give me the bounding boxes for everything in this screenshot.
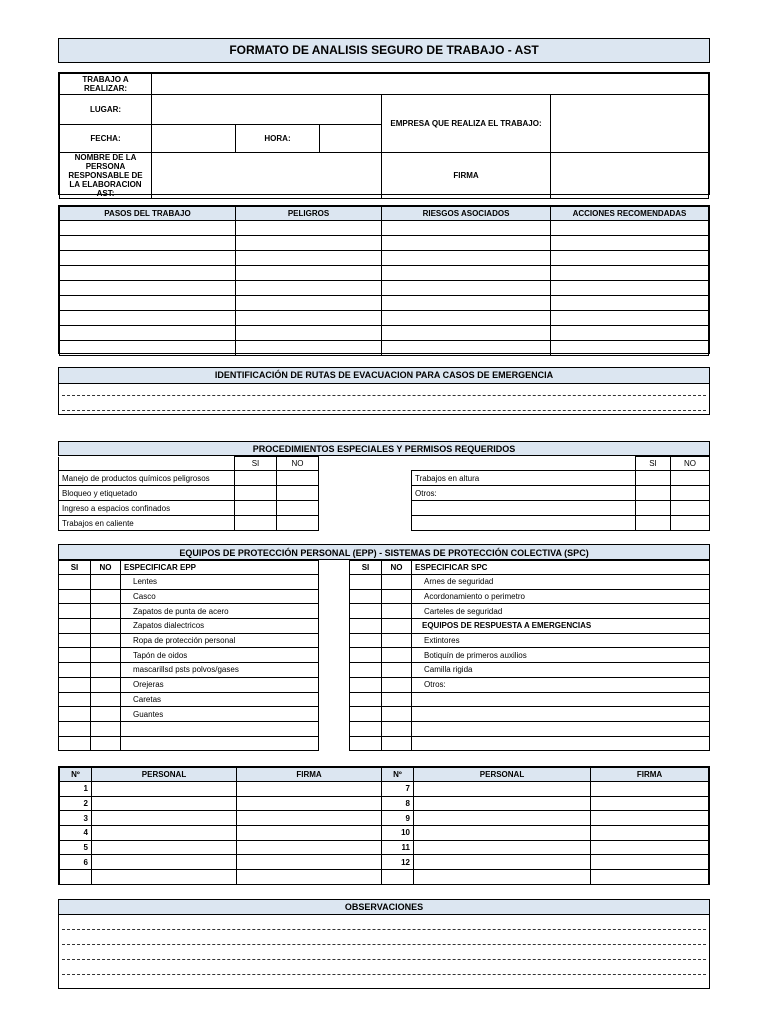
pasos-table [58, 205, 710, 354]
epp-row [59, 692, 319, 707]
fecha-label: FECHA: [60, 125, 152, 153]
procedimiento-si-box[interactable] [636, 516, 671, 531]
epp-no-box[interactable] [91, 736, 121, 751]
peligros-cell[interactable] [236, 281, 382, 296]
acciones-cell[interactable] [551, 311, 709, 326]
trabajo-label: TRABAJO A REALIZAR: [60, 74, 152, 95]
personal-firma-field[interactable] [237, 782, 382, 797]
procedimiento-label: Otros: [412, 486, 636, 501]
rutas-title: IDENTIFICACIÓN DE RUTAS DE EVACUACION PARA CASOS DE EMERGENCIA [59, 368, 709, 384]
epp-no-box[interactable] [91, 575, 121, 590]
personal-number [382, 870, 414, 885]
epp-row [59, 633, 319, 648]
epp-row [59, 736, 319, 751]
epp-no-box[interactable] [91, 619, 121, 634]
peligros-cell[interactable] [236, 221, 382, 236]
spc-si-box[interactable] [350, 663, 382, 678]
personal-firma-field[interactable] [237, 796, 382, 811]
personal-row [60, 782, 709, 797]
epp-si-header: SI [59, 561, 91, 575]
pasos-cell[interactable] [60, 296, 236, 311]
personal-firma-field[interactable] [237, 811, 382, 826]
firma-field[interactable] [551, 153, 709, 199]
personal-number: 9 [382, 811, 414, 826]
riesgos-cell[interactable] [382, 281, 551, 296]
peligros-header: PELIGROS [236, 207, 382, 221]
spc-row [350, 619, 710, 634]
personal-firma-header-right: FIRMA [591, 768, 709, 782]
equipos-title: EQUIPOS DE PROTECCIÓN PERSONAL (EPP) - SISTEMAS DE PROTECCIÓN COLECTIVA (SPC) [58, 544, 710, 560]
epp-row [59, 619, 319, 634]
procedimientos-block [58, 441, 710, 531]
personal-name-field[interactable] [92, 782, 237, 797]
spc-si-box[interactable] [350, 589, 382, 604]
pasos-cell[interactable] [60, 326, 236, 341]
info-block [58, 72, 710, 198]
epp-si-box[interactable] [59, 707, 91, 722]
spc-no-box[interactable] [382, 604, 412, 619]
procedimiento-label: Trabajos en altura [412, 471, 636, 486]
spc-row [350, 663, 710, 678]
spc-si-box[interactable] [350, 692, 382, 707]
epp-no-box[interactable] [91, 707, 121, 722]
pasos-cell[interactable] [60, 251, 236, 266]
personal-row [60, 840, 709, 855]
spc-si-box[interactable] [350, 736, 382, 751]
obs-line-3[interactable] [62, 959, 706, 960]
procedimiento-row [59, 501, 319, 516]
spc-item-label: Botiquín de primeros auxilios [412, 648, 710, 663]
spc-row [350, 604, 710, 619]
peligros-cell[interactable] [236, 251, 382, 266]
spc-item-label [412, 721, 710, 736]
observaciones-block [58, 899, 710, 989]
epp-item-label: Orejeras [121, 677, 319, 692]
peligros-cell[interactable] [236, 326, 382, 341]
table-row [60, 266, 709, 281]
procedimiento-label: Manejo de productos químicos peligrosos [59, 471, 235, 486]
spc-no-box[interactable] [382, 633, 412, 648]
procedimiento-label [412, 501, 636, 516]
riesgos-cell[interactable] [382, 326, 551, 341]
spc-si-box[interactable] [350, 721, 382, 736]
personal-firma-field[interactable] [237, 855, 382, 870]
peligros-cell[interactable] [236, 236, 382, 251]
firma-label: FIRMA [382, 153, 551, 199]
table-row [60, 236, 709, 251]
procedimiento-si-box[interactable] [636, 486, 671, 501]
spc-no-box[interactable] [382, 692, 412, 707]
obs-line-4[interactable] [62, 974, 706, 975]
rutas-block [58, 367, 710, 415]
procedimiento-row [59, 486, 319, 501]
epp-item-label: Zapatos de punta de acero [121, 604, 319, 619]
spc-item-label [412, 736, 710, 751]
epp-item-label: Tapón de oidos [121, 648, 319, 663]
acciones-header: ACCIONES RECOMENDADAS [551, 207, 709, 221]
personal-name-field[interactable] [92, 870, 237, 885]
empresa-label: EMPRESA QUE REALIZA EL TRABAJO: [382, 95, 551, 153]
spc-no-box[interactable] [382, 589, 412, 604]
spc-item-label: Otros: [412, 677, 710, 692]
spc-row [350, 707, 710, 722]
epp-no-box[interactable] [91, 663, 121, 678]
epp-no-box[interactable] [91, 677, 121, 692]
personal-firma-field[interactable] [591, 796, 709, 811]
peligros-cell[interactable] [236, 296, 382, 311]
epp-row [59, 663, 319, 678]
spc-spec-header: ESPECIFICAR SPC [412, 561, 710, 575]
personal-firma-field[interactable] [237, 826, 382, 841]
personal-number: 12 [382, 855, 414, 870]
procedimientos-title: PROCEDIMIENTOS ESPECIALES Y PERMISOS REQUERIDOS [58, 441, 710, 456]
spc-row [350, 721, 710, 736]
procedimiento-label: Bloqueo y etiquetado [59, 486, 235, 501]
personal-number: 3 [60, 811, 92, 826]
trabajo-field[interactable] [152, 74, 709, 95]
riesgos-cell[interactable] [382, 296, 551, 311]
peligros-cell[interactable] [236, 266, 382, 281]
personal-number [60, 870, 92, 885]
personal-number: 4 [60, 826, 92, 841]
lugar-label: LUGAR: [60, 95, 152, 125]
epp-row [59, 648, 319, 663]
epp-si-box[interactable] [59, 721, 91, 736]
spc-si-box[interactable] [350, 677, 382, 692]
personal-name-field[interactable] [414, 782, 591, 797]
epp-item-label: Caretas [121, 692, 319, 707]
spc-item-label: EQUIPOS DE RESPUESTA A EMERGENCIAS [412, 619, 710, 634]
personal-number: 11 [382, 840, 414, 855]
epp-si-box[interactable] [59, 604, 91, 619]
personal-name-field[interactable] [92, 840, 237, 855]
procedimiento-no-box[interactable] [671, 471, 710, 486]
personal-firma-field[interactable] [591, 782, 709, 797]
table-row [60, 311, 709, 326]
personal-firma-field[interactable] [237, 840, 382, 855]
spc-no-box[interactable] [382, 677, 412, 692]
empresa-field[interactable] [551, 95, 709, 153]
acciones-cell[interactable] [551, 341, 709, 356]
spc-row [350, 633, 710, 648]
riesgos-cell[interactable] [382, 341, 551, 356]
personal-name-field[interactable] [414, 796, 591, 811]
spc-no-box[interactable] [382, 707, 412, 722]
personal-row [60, 826, 709, 841]
table-row [60, 281, 709, 296]
spc-no-box[interactable] [382, 619, 412, 634]
rutas-line-1[interactable] [62, 395, 706, 396]
epp-row [59, 604, 319, 619]
personal-firma-field[interactable] [591, 870, 709, 885]
procedimiento-no-box[interactable] [671, 501, 710, 516]
spc-si-box[interactable] [350, 575, 382, 590]
personal-name-header-right: PERSONAL [414, 768, 591, 782]
riesgos-cell[interactable] [382, 266, 551, 281]
epp-row [59, 707, 319, 722]
epp-item-label: Lentes [121, 575, 319, 590]
procedimiento-no-box[interactable] [277, 471, 319, 486]
personal-firma-field[interactable] [237, 870, 382, 885]
personal-name-field[interactable] [92, 855, 237, 870]
procedimiento-no-box[interactable] [671, 486, 710, 501]
hora-field[interactable] [320, 125, 382, 153]
personal-row [60, 796, 709, 811]
spc-item-label: Camilla rigida [412, 663, 710, 678]
spc-row [350, 736, 710, 751]
procedimiento-si-box[interactable] [636, 471, 671, 486]
personal-name-field[interactable] [414, 840, 591, 855]
epp-si-box[interactable] [59, 619, 91, 634]
spc-item-label: Extintores [412, 633, 710, 648]
spc-row [350, 589, 710, 604]
spc-row [350, 692, 710, 707]
responsable-field[interactable] [152, 153, 382, 199]
spc-row [350, 575, 710, 590]
fecha-field[interactable] [152, 125, 236, 153]
spc-si-box[interactable] [350, 707, 382, 722]
table-row [60, 326, 709, 341]
procedimiento-row [59, 471, 319, 486]
riesgos-cell[interactable] [382, 251, 551, 266]
epp-row [59, 575, 319, 590]
procedimiento-row [412, 486, 710, 501]
epp-spec-header: ESPECIFICAR EPP [121, 561, 319, 575]
riesgos-cell[interactable] [382, 221, 551, 236]
personal-firma-field[interactable] [591, 840, 709, 855]
epp-item-label: Zapatos dialectricos [121, 619, 319, 634]
procedimiento-si-box[interactable] [235, 486, 277, 501]
table-row [60, 221, 709, 236]
spc-item-label: Arnes de seguridad [412, 575, 710, 590]
acciones-cell[interactable] [551, 296, 709, 311]
epp-item-label: Casco [121, 589, 319, 604]
procedimiento-no-box[interactable] [277, 486, 319, 501]
observaciones-title: OBSERVACIONES [59, 900, 709, 915]
spc-item-label [412, 707, 710, 722]
obs-line-1[interactable] [62, 929, 706, 930]
procedimiento-no-box[interactable] [277, 516, 319, 531]
proc-si-header-right: SI [636, 457, 671, 471]
spc-si-box[interactable] [350, 648, 382, 663]
spc-row [350, 677, 710, 692]
personal-firma-field[interactable] [591, 811, 709, 826]
epp-no-box[interactable] [91, 692, 121, 707]
acciones-cell[interactable] [551, 281, 709, 296]
personal-row [60, 811, 709, 826]
personal-num-header: Nº [60, 768, 92, 782]
epp-item-label [121, 736, 319, 751]
spc-row [350, 648, 710, 663]
personal-name-field[interactable] [414, 811, 591, 826]
acciones-cell[interactable] [551, 266, 709, 281]
equipos-block [58, 544, 710, 754]
spc-si-box[interactable] [350, 604, 382, 619]
pasos-cell[interactable] [60, 266, 236, 281]
procedimiento-row [412, 516, 710, 531]
personal-table [58, 766, 710, 885]
procedimiento-row [412, 501, 710, 516]
procedimiento-row [412, 471, 710, 486]
pasos-cell[interactable] [60, 311, 236, 326]
epp-si-box[interactable] [59, 575, 91, 590]
pasos-cell[interactable] [60, 341, 236, 356]
spc-si-header: SI [350, 561, 382, 575]
spc-item-label [412, 692, 710, 707]
proc-no-header-right: NO [671, 457, 710, 471]
personal-name-field[interactable] [92, 826, 237, 841]
epp-si-box[interactable] [59, 648, 91, 663]
personal-number: 10 [382, 826, 414, 841]
riesgos-cell[interactable] [382, 311, 551, 326]
pasos-header: PASOS DEL TRABAJO [60, 207, 236, 221]
acciones-cell[interactable] [551, 221, 709, 236]
spc-item-label: Acordonamiento o perimetro [412, 589, 710, 604]
epp-item-label: Ropa de protección personal [121, 633, 319, 648]
personal-name-field[interactable] [92, 811, 237, 826]
pasos-cell[interactable] [60, 221, 236, 236]
spc-si-box[interactable] [350, 633, 382, 648]
spc-no-box[interactable] [382, 648, 412, 663]
table-row [60, 251, 709, 266]
responsable-label: NOMBRE DE LA PERSONA RESPONSABLE DE LA ELABORACION AST: [60, 153, 152, 199]
personal-number: 7 [382, 782, 414, 797]
page-title: FORMATO DE ANALISIS SEGURO DE TRABAJO - AST [229, 43, 539, 57]
obs-line-2[interactable] [62, 944, 706, 945]
pasos-cell[interactable] [60, 236, 236, 251]
procedimiento-si-box[interactable] [636, 501, 671, 516]
proc-si-header: SI [235, 457, 277, 471]
epp-si-box[interactable] [59, 663, 91, 678]
pasos-cell[interactable] [60, 281, 236, 296]
epp-si-box[interactable] [59, 633, 91, 648]
procedimiento-si-box[interactable] [235, 501, 277, 516]
personal-firma-field[interactable] [591, 855, 709, 870]
personal-firma-field[interactable] [591, 826, 709, 841]
acciones-cell[interactable] [551, 326, 709, 341]
rutas-line-2[interactable] [62, 410, 706, 411]
peligros-cell[interactable] [236, 341, 382, 356]
lugar-field[interactable] [152, 95, 382, 125]
personal-number: 6 [60, 855, 92, 870]
personal-name-field[interactable] [92, 796, 237, 811]
epp-item-label: mascarillsd psts polvos/gases [121, 663, 319, 678]
procedimiento-no-box[interactable] [277, 501, 319, 516]
personal-name-field[interactable] [414, 826, 591, 841]
epp-row [59, 589, 319, 604]
epp-si-box[interactable] [59, 692, 91, 707]
riesgos-header: RIESGOS ASOCIADOS [382, 207, 551, 221]
epp-row [59, 721, 319, 736]
epp-si-box[interactable] [59, 589, 91, 604]
acciones-cell[interactable] [551, 251, 709, 266]
procedimiento-label: Trabajos en caliente [59, 516, 235, 531]
epp-no-box[interactable] [91, 648, 121, 663]
epp-row [59, 677, 319, 692]
procedimiento-label: Ingreso a espacios confinados [59, 501, 235, 516]
spc-no-header: NO [382, 561, 412, 575]
epp-no-header: NO [91, 561, 121, 575]
procedimiento-si-box[interactable] [235, 471, 277, 486]
peligros-cell[interactable] [236, 311, 382, 326]
epp-no-box[interactable] [91, 633, 121, 648]
procedimiento-label [412, 516, 636, 531]
personal-row [60, 870, 709, 885]
epp-no-box[interactable] [91, 721, 121, 736]
personal-number: 2 [60, 796, 92, 811]
procedimiento-row [59, 516, 319, 531]
hora-label: HORA: [236, 125, 320, 153]
epp-si-box[interactable] [59, 677, 91, 692]
spc-no-box[interactable] [382, 721, 412, 736]
spc-si-box[interactable] [350, 619, 382, 634]
proc-no-header: NO [277, 457, 319, 471]
personal-number: 5 [60, 840, 92, 855]
personal-number: 1 [60, 782, 92, 797]
personal-name-header: PERSONAL [92, 768, 237, 782]
spc-no-box[interactable] [382, 736, 412, 751]
procedimiento-no-box[interactable] [671, 516, 710, 531]
procedimiento-si-box[interactable] [235, 516, 277, 531]
table-row [60, 296, 709, 311]
personal-name-field[interactable] [414, 855, 591, 870]
personal-num-header-right: Nº [382, 768, 414, 782]
epp-item-label [121, 721, 319, 736]
epp-no-box[interactable] [91, 589, 121, 604]
acciones-cell[interactable] [551, 236, 709, 251]
riesgos-cell[interactable] [382, 236, 551, 251]
personal-name-field[interactable] [414, 870, 591, 885]
spc-no-box[interactable] [382, 575, 412, 590]
personal-row [60, 855, 709, 870]
epp-item-label: Guantes [121, 707, 319, 722]
epp-no-box[interactable] [91, 604, 121, 619]
personal-number: 8 [382, 796, 414, 811]
spc-item-label: Carteles de seguridad [412, 604, 710, 619]
table-row [60, 341, 709, 356]
epp-si-box[interactable] [59, 736, 91, 751]
page-title-bar [58, 38, 710, 63]
spc-no-box[interactable] [382, 663, 412, 678]
personal-firma-header: FIRMA [237, 768, 382, 782]
